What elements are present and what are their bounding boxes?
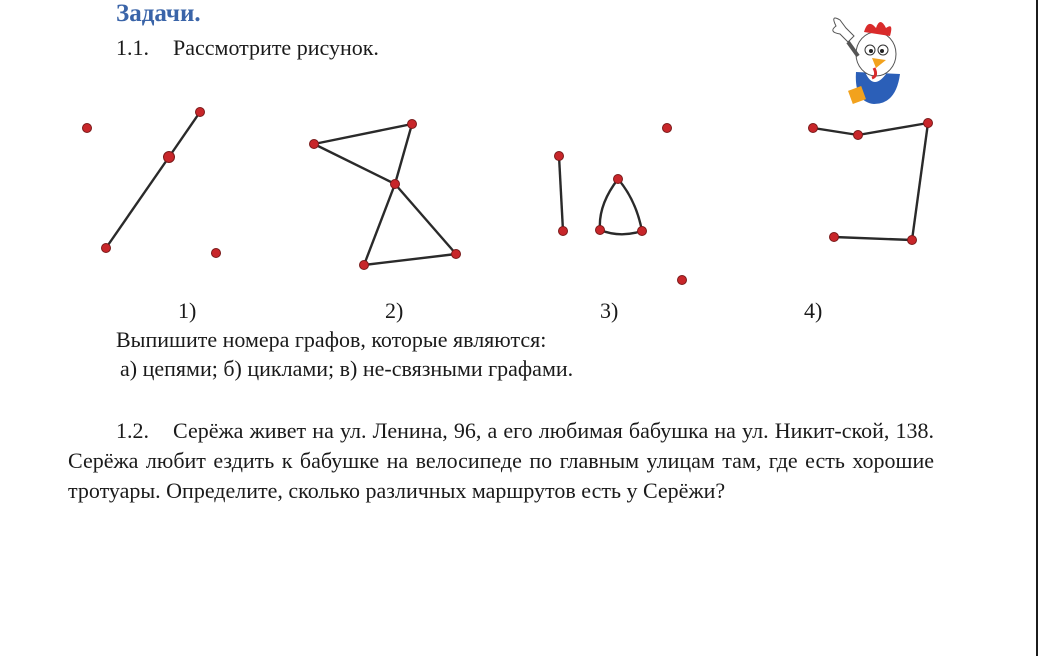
graph-2-edges xyxy=(314,124,456,265)
figure-label-2: 2) xyxy=(385,298,404,323)
graph-2-vertices xyxy=(310,120,461,270)
graph-3-vertices xyxy=(555,124,687,285)
figure-label-1: 1) xyxy=(178,298,197,323)
task-1-2-paragraph xyxy=(68,416,934,506)
section-heading: Задачи. xyxy=(116,0,201,27)
task-text: Рассмотрите рисунок. xyxy=(173,35,379,60)
task-1-1-options: а) цепями; б) циклами; в) не-связными графами. xyxy=(120,356,574,381)
graph-4-edges xyxy=(813,123,928,240)
task-text: Серёжа живет на ул. Ленина, 96, а его любимая бабушка на ул. Никит-ской, 138. Серёжа любит ездить к бабушке на велосипеде по главным улицам там, где есть хорошие тротуары. Определите, сколько различных маршрутов есть у Серёжи? xyxy=(68,418,934,503)
graph-1-edges xyxy=(106,112,200,248)
task-number: 1.2. xyxy=(116,418,149,443)
graphs-figure xyxy=(0,0,1038,300)
figure-label-4: 4) xyxy=(804,298,823,323)
task-number: 1.1. xyxy=(116,35,149,60)
figure-label-3: 3) xyxy=(600,298,619,323)
graph-3-edges xyxy=(559,156,642,234)
task-1-1-question: Выпишите номера графов, которые являются: xyxy=(116,327,547,352)
